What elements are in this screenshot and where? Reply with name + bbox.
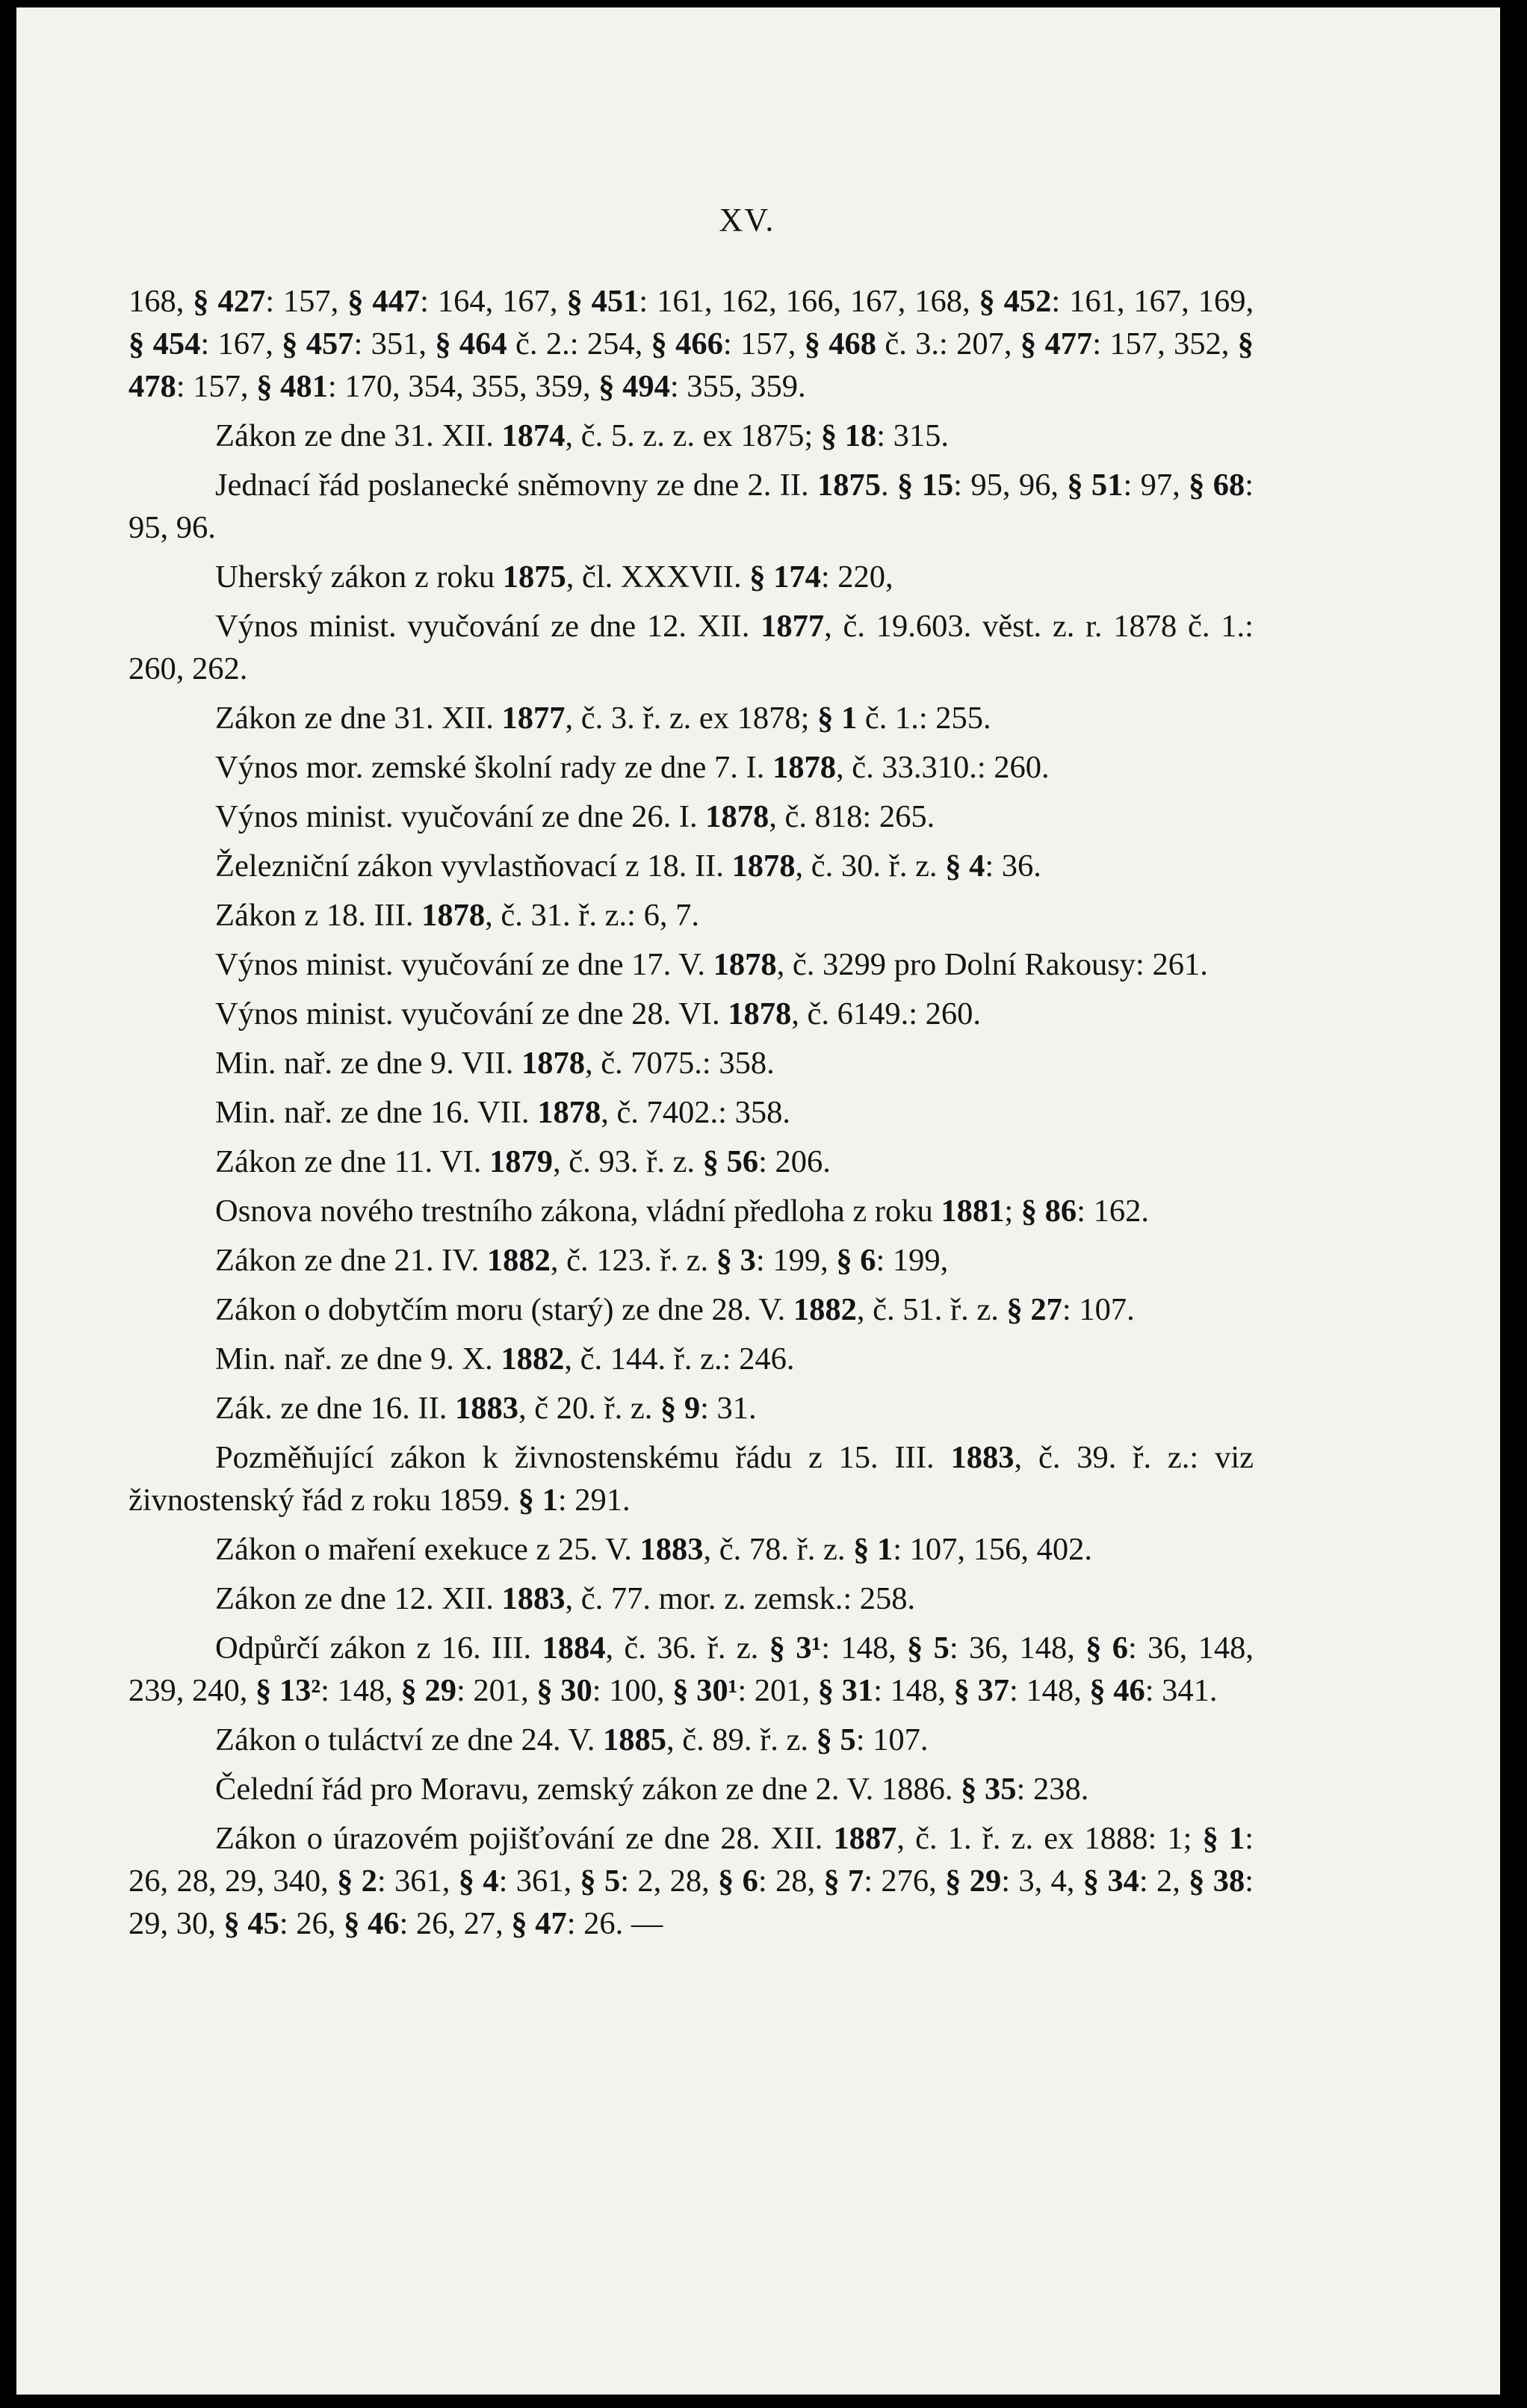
entry-text: , č. 7402.: 358.: [601, 1095, 790, 1130]
page-number: XV.: [719, 202, 775, 238]
reference-bold: § 4: [945, 848, 985, 884]
entry-text: : 2, 28,: [620, 1864, 719, 1899]
reference-bold: § 466: [651, 326, 723, 361]
entry-text: ;: [1004, 1194, 1021, 1229]
reference-bold: § 6: [836, 1243, 876, 1278]
entry-text: : 2,: [1139, 1864, 1189, 1899]
entry-text: Zákon o úrazovém pojišťování ze dne 28. XII.: [215, 1821, 834, 1856]
reference-bold: § 468: [804, 326, 877, 361]
entry-text: : 201,: [456, 1673, 537, 1708]
entry-text: : 36, 148,: [949, 1630, 1086, 1666]
entry-text: , č. 3. ř. z. ex 1878;: [565, 701, 818, 736]
reference-bold: § 174: [749, 559, 821, 595]
entry-text: : 31.: [700, 1391, 757, 1426]
reference-bold: § 56: [702, 1144, 759, 1179]
entry-text: : 97,: [1123, 468, 1189, 503]
entry-text: Zákon ze dne 21. IV.: [215, 1243, 487, 1278]
entry-text: : 148,: [1009, 1673, 1090, 1708]
entry-text: Zákon o dobytčím moru (starý) ze dne 28. V.: [215, 1292, 793, 1327]
reference-bold: § 18: [820, 418, 877, 453]
entry-text: Min. nař. ze dne 16. VII.: [215, 1095, 538, 1130]
reference-bold: § 29: [400, 1673, 456, 1708]
index-entry: [128, 1627, 1254, 1712]
entry-text: , č. 77. mor. z. zemsk.: 258.: [565, 1581, 916, 1616]
entry-text: : 26, 27,: [399, 1906, 512, 1941]
entry-text: : 29, 30,: [128, 1864, 1254, 1941]
entry-text: : 361,: [498, 1864, 580, 1899]
index-entry: [128, 1577, 1254, 1620]
reference-bold: § 1: [853, 1532, 893, 1567]
index-entry: [128, 1528, 1254, 1571]
reference-bold: § 464: [435, 326, 507, 361]
entry-text: Výnos minist. vyučování ze dne 28. VI.: [215, 996, 728, 1031]
entry-text: : 361,: [377, 1864, 459, 1899]
entry-text: Osnova nového trestního zákona, vládní předloha z roku: [215, 1194, 941, 1229]
reference-bold: § 1: [1202, 1821, 1245, 1856]
reference-bold: § 451: [566, 284, 639, 319]
reference-bold: 1878: [772, 750, 836, 785]
entry-text: Zákon z 18. III.: [215, 898, 422, 933]
reference-bold: 1874: [501, 418, 566, 453]
reference-bold: § 86: [1020, 1194, 1077, 1229]
entry-text: , č. 30. ř. z.: [795, 848, 946, 884]
entry-text: Výnos mor. zemské školní rady ze dne 7. I.: [215, 750, 772, 785]
entry-text: : 220,: [820, 559, 893, 595]
reference-bold: § 5: [580, 1864, 621, 1899]
entry-text: , č 20. ř. z.: [518, 1391, 660, 1426]
entry-text: Zák. ze dne 16. II.: [215, 1391, 455, 1426]
reference-bold: § 45: [223, 1906, 279, 1941]
reference-bold: § 27: [1006, 1292, 1062, 1327]
entry-text: : 170, 354, 355, 359,: [327, 369, 599, 404]
reference-bold: § 3¹: [769, 1630, 822, 1666]
entry-text: : 28,: [758, 1864, 824, 1899]
entry-text: : 276,: [864, 1864, 946, 1899]
reference-bold: § 35: [961, 1772, 1017, 1807]
reference-bold: 1878: [728, 996, 792, 1031]
index-entry: [128, 280, 1254, 408]
index-entry: [128, 1190, 1254, 1232]
entry-text: , č. 1. ř. z. ex 1888: 1;: [896, 1821, 1203, 1856]
reference-bold: § 1: [817, 701, 858, 736]
entry-text: , č. 39. ř. z.: viz živnostenský řád z roku 1859.: [128, 1440, 1254, 1518]
entry-text: : 95, 96,: [953, 468, 1068, 503]
entry-text: č. 3.: 207,: [876, 326, 1020, 361]
reference-bold: § 7: [823, 1864, 864, 1899]
index-entry: [128, 1338, 1254, 1380]
reference-bold: 1882: [486, 1243, 551, 1278]
reference-bold: § 481: [256, 369, 328, 404]
entry-text: : 26, 28, 29, 340,: [128, 1821, 1254, 1899]
reference-bold: § 13²: [255, 1673, 321, 1708]
reference-bold: 1881: [941, 1194, 1005, 1229]
index-entry: [128, 746, 1254, 789]
index-entry: [128, 1436, 1254, 1521]
entry-text: Železniční zákon vyvlastňovací z 18. II.: [215, 848, 732, 884]
reference-bold: § 15: [897, 468, 954, 503]
index-entry: [128, 1768, 1254, 1810]
entry-text: , č. 31. ř. z.: 6, 7.: [485, 898, 699, 933]
reference-bold: 1877: [761, 609, 825, 644]
entry-text: Zákon ze dne 11. VI.: [215, 1144, 490, 1179]
entry-text: .: [881, 468, 898, 503]
reference-bold: § 6: [718, 1864, 758, 1899]
index-entry: [128, 605, 1254, 690]
index-entry: [128, 556, 1254, 598]
entry-text: : 161, 167, 169,: [1051, 284, 1254, 319]
reference-bold: § 5: [907, 1630, 950, 1666]
entry-text: , č. 3299 pro Dolní Rakousy: 261.: [776, 947, 1208, 982]
entry-text: : 148,: [821, 1630, 908, 1666]
entry-text: : 199,: [876, 1243, 949, 1278]
entry-text: Zákon o maření exekuce z 25. V.: [215, 1532, 640, 1567]
reference-bold: 1884: [542, 1630, 606, 1666]
reference-bold: § 30: [536, 1673, 592, 1708]
index-entry: [128, 464, 1254, 549]
reference-bold: § 427: [193, 284, 266, 319]
reference-bold: 1879: [489, 1144, 554, 1179]
entry-text: : 26,: [279, 1906, 344, 1941]
entry-text: Uherský zákon z roku: [215, 559, 503, 595]
reference-bold: 1883: [639, 1532, 704, 1567]
entry-text: Zákon ze dne 12. XII.: [215, 1581, 502, 1616]
reference-bold: § 3: [716, 1243, 756, 1278]
reference-bold: 1875: [502, 559, 566, 595]
reference-bold: 1877: [501, 701, 566, 736]
reference-bold: 1882: [501, 1341, 565, 1377]
index-entry: [128, 1719, 1254, 1761]
reference-bold: 1878: [421, 898, 486, 933]
reference-bold: 1883: [950, 1440, 1015, 1475]
reference-bold: § 477: [1020, 326, 1093, 361]
reference-bold: § 454: [128, 326, 201, 361]
entry-text: : 238.: [1016, 1772, 1089, 1807]
index-entry: [128, 1817, 1254, 1945]
index-entry: [128, 894, 1254, 937]
entry-text: Zákon ze dne 31. XII.: [215, 418, 502, 453]
reference-bold: § 68: [1189, 468, 1245, 503]
reference-bold: § 4: [458, 1864, 499, 1899]
entry-text: , č. 78. ř. z.: [703, 1532, 854, 1567]
reference-bold: § 447: [347, 284, 421, 319]
entry-text: : 341.: [1145, 1673, 1218, 1708]
reference-bold: 1878: [705, 799, 769, 834]
entry-text: : 157, 352,: [1092, 326, 1238, 361]
reference-bold: § 46: [1089, 1673, 1145, 1708]
document-page: [16, 7, 1500, 2395]
entry-text: : 199,: [755, 1243, 837, 1278]
entry-text: : 164, 167,: [420, 284, 567, 319]
reference-bold: § 478: [128, 326, 1254, 404]
entry-text: č. 1.: 255.: [857, 701, 991, 736]
entry-text: Výnos minist. vyučování ze dne 17. V.: [215, 947, 713, 982]
reference-bold: § 1: [518, 1483, 558, 1518]
entry-text: Odpůrčí zákon z 16. III.: [215, 1630, 542, 1666]
reference-bold: § 452: [979, 284, 1052, 319]
reference-bold: § 37: [953, 1673, 1009, 1708]
entry-text: : 315.: [876, 418, 949, 453]
reference-bold: 1883: [454, 1391, 518, 1426]
entry-text: : 148,: [320, 1673, 401, 1708]
entry-text: , č. 93. ř. z.: [553, 1144, 703, 1179]
reference-bold: § 5: [816, 1722, 856, 1757]
entry-text: : 148,: [873, 1673, 954, 1708]
reference-bold: 1878: [537, 1095, 601, 1130]
reference-bold: § 38: [1189, 1864, 1245, 1899]
entry-text: , č. 144. ř. z.: 246.: [564, 1341, 795, 1377]
index-entry: [128, 845, 1254, 887]
entry-text: , č. 19.603. věst. z. r. 1878 č. 1.: 260, 262.: [128, 609, 1254, 686]
reference-bold: 1878: [713, 947, 777, 982]
entry-text: : 100,: [592, 1673, 673, 1708]
index-entries: [128, 280, 1254, 1945]
entry-text: , č. 36. ř. z.: [605, 1630, 769, 1666]
index-entry: [128, 1091, 1254, 1134]
reference-bold: § 9: [660, 1391, 701, 1426]
entry-text: : 36.: [985, 848, 1041, 884]
reference-bold: § 6: [1085, 1630, 1129, 1666]
entry-text: , č. 7075.: 358.: [584, 1046, 775, 1081]
entry-text: Čelední řád pro Moravu, zemský zákon ze dne 2. V. 1886.: [215, 1772, 961, 1807]
entry-text: : 26. —: [566, 1906, 663, 1941]
index-entry: [128, 1141, 1254, 1183]
index-entry: [128, 1239, 1254, 1282]
entry-text: : 36, 148, 239, 240,: [128, 1630, 1254, 1708]
reference-bold: § 34: [1082, 1864, 1139, 1899]
reference-bold: 1878: [731, 848, 796, 884]
entry-text: : 157,: [176, 369, 257, 404]
entry-text: Min. nař. ze dne 9. VII.: [215, 1046, 521, 1081]
index-entry: [128, 697, 1254, 739]
reference-bold: § 51: [1067, 468, 1124, 503]
entry-text: Min. nař. ze dne 9. X.: [215, 1341, 501, 1377]
entry-text: : 167,: [200, 326, 282, 361]
reference-bold: § 457: [282, 326, 354, 361]
reference-bold: 1885: [602, 1722, 666, 1757]
index-entry: [128, 943, 1254, 986]
entry-text: : 355, 359.: [669, 369, 806, 404]
index-entry: [128, 415, 1254, 457]
index-entry: [128, 1042, 1254, 1084]
reference-bold: § 2: [337, 1864, 377, 1899]
entry-text: Výnos minist. vyučování ze dne 12. XII.: [215, 609, 761, 644]
entry-text: : 3, 4,: [1001, 1864, 1083, 1899]
reference-bold: § 494: [598, 369, 670, 404]
entry-text: : 291.: [557, 1483, 631, 1518]
entry-text: č. 2.: 254,: [507, 326, 651, 361]
index-entry: [128, 795, 1254, 838]
reference-bold: § 47: [511, 1906, 567, 1941]
entry-text: , č. 5. z. z. ex 1875;: [565, 418, 821, 453]
index-entry: [128, 993, 1254, 1035]
entry-text: : 107, 156, 402.: [893, 1532, 1093, 1567]
entry-text: 168,: [128, 284, 193, 319]
reference-bold: 1875: [817, 468, 882, 503]
entry-text: Výnos minist. vyučování ze dne 26. I.: [215, 799, 706, 834]
entry-text: , čl. XXXVII.: [566, 559, 750, 595]
entry-text: , č. 51. ř. z.: [856, 1292, 1007, 1327]
entry-text: , č. 6149.: 260.: [791, 996, 982, 1031]
reference-bold: § 30¹: [672, 1673, 738, 1708]
entry-text: : 206.: [758, 1144, 831, 1179]
entry-text: , č. 89. ř. z.: [666, 1722, 817, 1757]
reference-bold: § 31: [817, 1673, 874, 1708]
reference-bold: 1887: [833, 1821, 897, 1856]
entry-text: : 161, 162, 166, 167, 168,: [639, 284, 979, 319]
reference-bold: 1882: [793, 1292, 857, 1327]
entry-text: : 95, 96.: [128, 468, 1254, 545]
reference-bold: 1878: [521, 1046, 585, 1081]
entry-text: Pozměňující zákon k živnostenskému řádu z 15. III.: [215, 1440, 951, 1475]
entry-text: : 201,: [737, 1673, 818, 1708]
entry-text: , č. 123. ř. z.: [550, 1243, 716, 1278]
index-entry: [128, 1288, 1254, 1331]
entry-text: : 107.: [855, 1722, 929, 1757]
entry-text: : 157,: [265, 284, 348, 319]
entry-text: : 351,: [353, 326, 436, 361]
reference-bold: 1883: [501, 1581, 566, 1616]
entry-text: : 107.: [1062, 1292, 1135, 1327]
reference-bold: § 46: [344, 1906, 400, 1941]
entry-text: , č. 818: 265.: [769, 799, 935, 834]
entry-text: : 162.: [1077, 1194, 1149, 1229]
reference-bold: § 29: [945, 1864, 1002, 1899]
entry-text: , č. 33.310.: 260.: [835, 750, 1050, 785]
entry-text: Jednací řád poslanecké sněmovny ze dne 2. II.: [215, 468, 818, 503]
entry-text: : 157,: [722, 326, 805, 361]
index-entry: [128, 1387, 1254, 1430]
entry-text: Zákon o tuláctví ze dne 24. V.: [215, 1722, 603, 1757]
entry-text: Zákon ze dne 31. XII.: [215, 701, 502, 736]
